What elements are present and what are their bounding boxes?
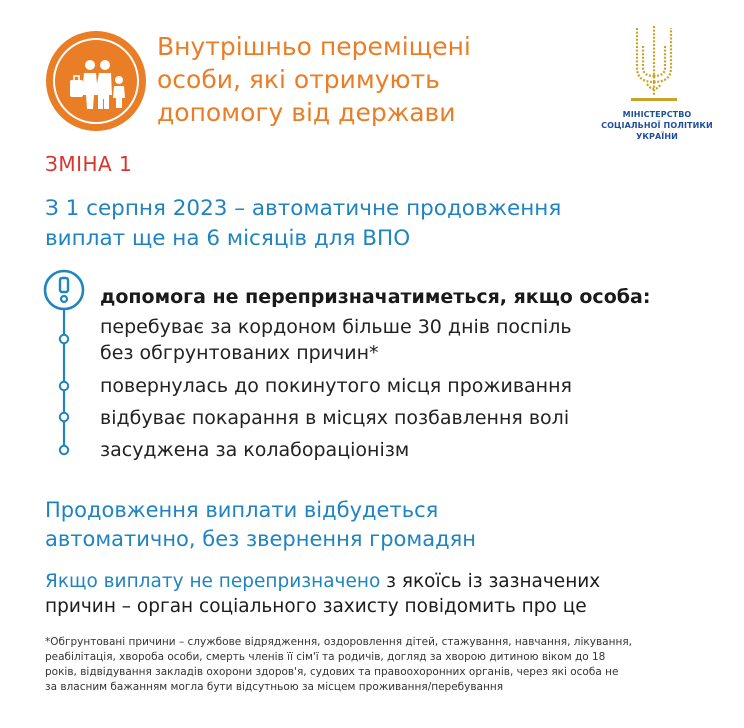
family-badge-icon	[45, 30, 147, 132]
timeline-dot	[60, 335, 68, 343]
condition-item	[100, 373, 572, 399]
footnote-line: за власним бажанням могла бути відсутньою за місцем проживання/перебування	[45, 681, 504, 693]
exclamation-icon	[45, 271, 83, 309]
ministry-name-line: УКРАЇНИ	[636, 132, 678, 141]
condition-item-line: без обгрунтованих причин*	[100, 342, 379, 364]
notice-line: причин – орган соціального захисту повідомить про це	[45, 596, 587, 617]
condition-item-line: повернулась до покинутого місця проживання	[100, 375, 572, 397]
condition-item	[100, 314, 572, 366]
change-headline-line: З 1 серпня 2023 – автоматичне продовження	[45, 196, 562, 221]
timeline-dot	[60, 382, 68, 390]
condition-item	[100, 437, 409, 463]
change-headline	[45, 194, 705, 254]
condition-item	[100, 405, 569, 431]
ministry-name-line: МІНІСТЕРСТВО	[622, 110, 692, 119]
trident-icon	[629, 20, 679, 104]
header-title-line: особи, які отримують	[157, 65, 440, 94]
automatic-renewal-line: Продовження виплати відбудеться	[45, 498, 439, 522]
notice-line	[45, 569, 600, 594]
footnote	[45, 635, 715, 695]
timeline-dot	[60, 446, 68, 454]
condition-item-line: відбуває покарання в місцях позбавлення волі	[100, 407, 570, 429]
timeline-dot	[60, 413, 68, 421]
conditions-timeline	[40, 265, 90, 465]
footnote-line: *Обгрунтовані причини – службове відрядження, оздоровлення дітей, стажування, навчання, лікування,	[45, 636, 632, 648]
header-title	[157, 30, 587, 129]
footnote-line: реабілітація, хвороба особи, смерть членів її сім'ї та родичів, догляд за хворою дитиною віком до 18	[45, 651, 606, 663]
notice-highlight: Якщо виплату не перепризначено	[45, 571, 381, 592]
footnote-line: років, відвідування закладів охорони здоров'я, судових та правоохоронних органів, через які особа не	[45, 666, 619, 678]
condition-item-line: перебуває за кордоном більше 30 днів поспіль	[100, 316, 572, 338]
change-label: ЗМІНА 1	[45, 152, 133, 176]
automatic-renewal-text	[45, 496, 476, 554]
ministry-name-line: СОЦІАЛЬНОЇ ПОЛІТИКИ	[601, 121, 713, 130]
notice-rest: з якоїсь із зазначених	[380, 571, 601, 592]
notice-text	[45, 569, 600, 619]
automatic-renewal-line: автоматично, без звернення громадян	[45, 527, 476, 551]
header-title-line: допомогу від держави	[157, 98, 456, 127]
change-headline-line: виплат ще на 6 місяців для ВПО	[45, 226, 411, 251]
condition-item-line: засуджена за колабораціонізм	[100, 439, 410, 461]
conditions-title: допомога не перепризначатиметься, якщо особа:	[100, 286, 651, 308]
header-title-line: Внутрішньо переміщені	[157, 32, 471, 61]
ministry-name	[598, 109, 716, 142]
